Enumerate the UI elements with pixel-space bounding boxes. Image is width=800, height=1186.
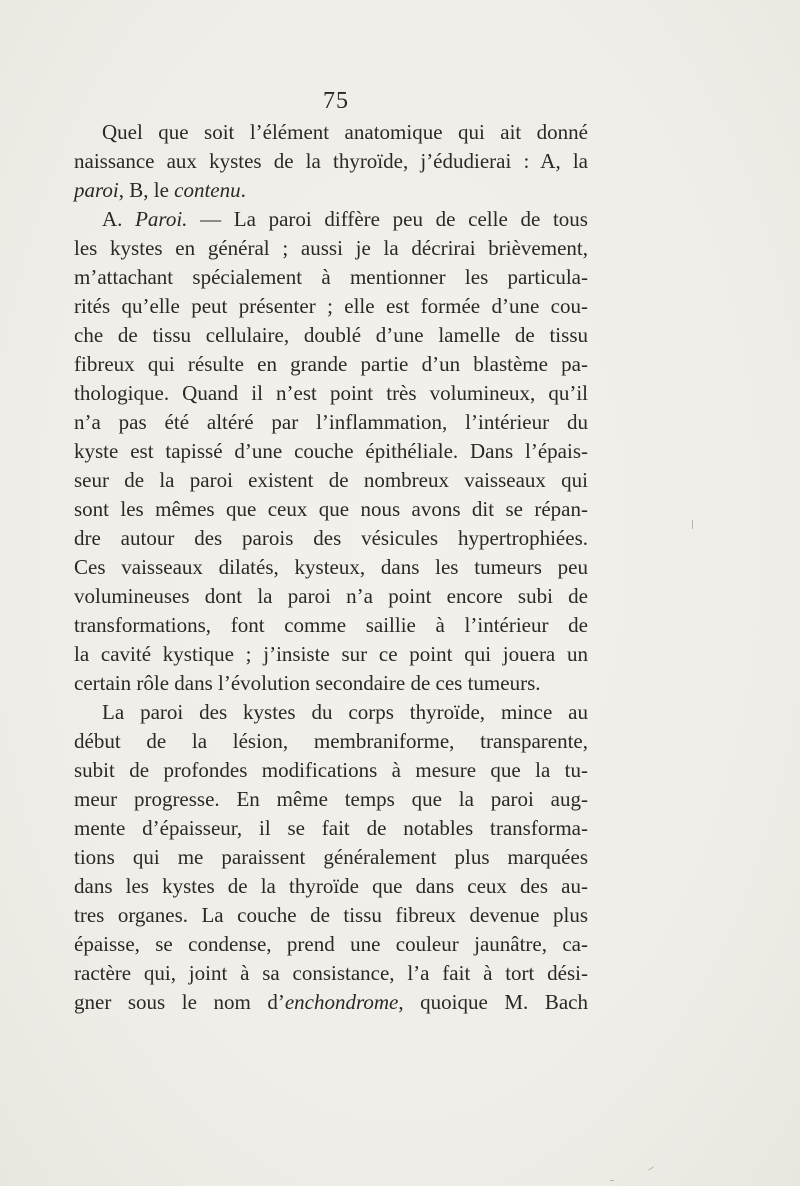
text-line (74, 495, 588, 524)
text-line (74, 669, 588, 698)
text-line (74, 292, 588, 321)
text-run: ractère qui, joint à sa consistance, l’a fait à tort dési- (74, 961, 588, 985)
text-run: naissance aux kystes de la thyroïde, j’édudierai : A, la (74, 149, 588, 173)
text-run: mente d’épaisseur, il se fait de notables transforma- (74, 816, 588, 840)
text-run: fibreux qui résulte en grande partie d’un blastème pa- (74, 352, 588, 376)
text-run: sont les mêmes que ceux que nous avons dit se répan- (74, 497, 588, 521)
text-run: volumineuses dont la paroi n’a point encore subi de (74, 584, 588, 608)
text-run: che de tissu cellulaire, doublé d’une lamelle de tissu (74, 323, 588, 347)
text-run: certain rôle dans l’évolution secondaire de ces tumeurs. (74, 671, 541, 695)
scan-speck (648, 1166, 653, 1170)
text-run: , B, le (118, 178, 175, 202)
text-line (74, 205, 588, 234)
text-line (74, 901, 588, 930)
text-line (74, 176, 588, 205)
body-text (74, 118, 588, 1017)
text-line (74, 408, 588, 437)
text-line (74, 843, 588, 872)
text-line (74, 698, 588, 727)
text-line (74, 379, 588, 408)
text-run: Ces vaisseaux dilatés, kysteux, dans les tumeurs peu (74, 555, 588, 579)
text-line (74, 930, 588, 959)
text-line (74, 234, 588, 263)
text-run: m’attachant spécialement à mentionner les particula- (74, 265, 588, 289)
text-line (74, 321, 588, 350)
text-line (74, 785, 588, 814)
text-run: — La paroi diffère peu de celle de tous (187, 207, 588, 231)
text-line (74, 959, 588, 988)
scan-speck (610, 1180, 614, 1181)
text-run: rités qu’elle peut présenter ; elle est formée d’une cou- (74, 294, 588, 318)
text-line (74, 756, 588, 785)
text-run: gner sous le nom d’ (74, 990, 285, 1014)
text-run: Quel que soit l’élément anatomique qui ait donné (102, 120, 588, 144)
text-line (74, 263, 588, 292)
text-line (74, 611, 588, 640)
text-run: n’a pas été altéré par l’inflammation, l’intérieur du (74, 410, 588, 434)
text-run: A. (102, 207, 136, 231)
text-run: dre autour des parois des vésicules hypertrophiées. (74, 526, 588, 550)
text-run: début de la lésion, membraniforme, transparente, (74, 729, 588, 753)
text-line (74, 727, 588, 756)
text-run: kyste est tapissé d’une couche épithéliale. Dans l’épais- (74, 439, 588, 463)
text-run: . (240, 178, 246, 202)
text-line (74, 350, 588, 379)
text-line (74, 524, 588, 553)
italic-text: enchondrome (284, 990, 399, 1014)
text-line (74, 640, 588, 669)
text-run: seur de la paroi existent de nombreux vaisseaux qui (74, 468, 588, 492)
text-run: épaisse, se condense, prend une couleur jaunâtre, ca- (74, 932, 588, 956)
text-line (74, 553, 588, 582)
italic-text: Paroi. (135, 207, 188, 231)
italic-text: contenu (174, 178, 241, 202)
text-run: la cavité kystique ; j’insiste sur ce point qui jouera un (74, 642, 588, 666)
text-line (74, 814, 588, 843)
text-line (74, 147, 588, 176)
scan-speck (692, 520, 693, 529)
text-run: meur progresse. En même temps que la paroi aug- (74, 787, 588, 811)
text-run: , quoique M. Bach (398, 990, 588, 1014)
text-line (74, 872, 588, 901)
italic-text: paroi (74, 178, 119, 202)
text-line (74, 118, 588, 147)
text-line (74, 466, 588, 495)
text-run: subit de profondes modifications à mesure que la tu- (74, 758, 588, 782)
text-line (74, 988, 588, 1017)
text-run: les kystes en général ; aussi je la décrirai brièvement, (74, 236, 588, 260)
text-run: dans les kystes de la thyroïde que dans ceux des au- (74, 874, 588, 898)
text-line (74, 437, 588, 466)
text-run: La paroi des kystes du corps thyroïde, mince au (102, 700, 588, 724)
text-line (74, 582, 588, 611)
text-run: transformations, font comme saillie à l’intérieur de (74, 613, 588, 637)
text-run: thologique. Quand il n’est point très volumineux, qu’il (74, 381, 588, 405)
page-number: 75 (323, 88, 349, 114)
text-run: tions qui me paraissent généralement plus marquées (74, 845, 588, 869)
text-run: tres organes. La couche de tissu fibreux devenue plus (74, 903, 588, 927)
